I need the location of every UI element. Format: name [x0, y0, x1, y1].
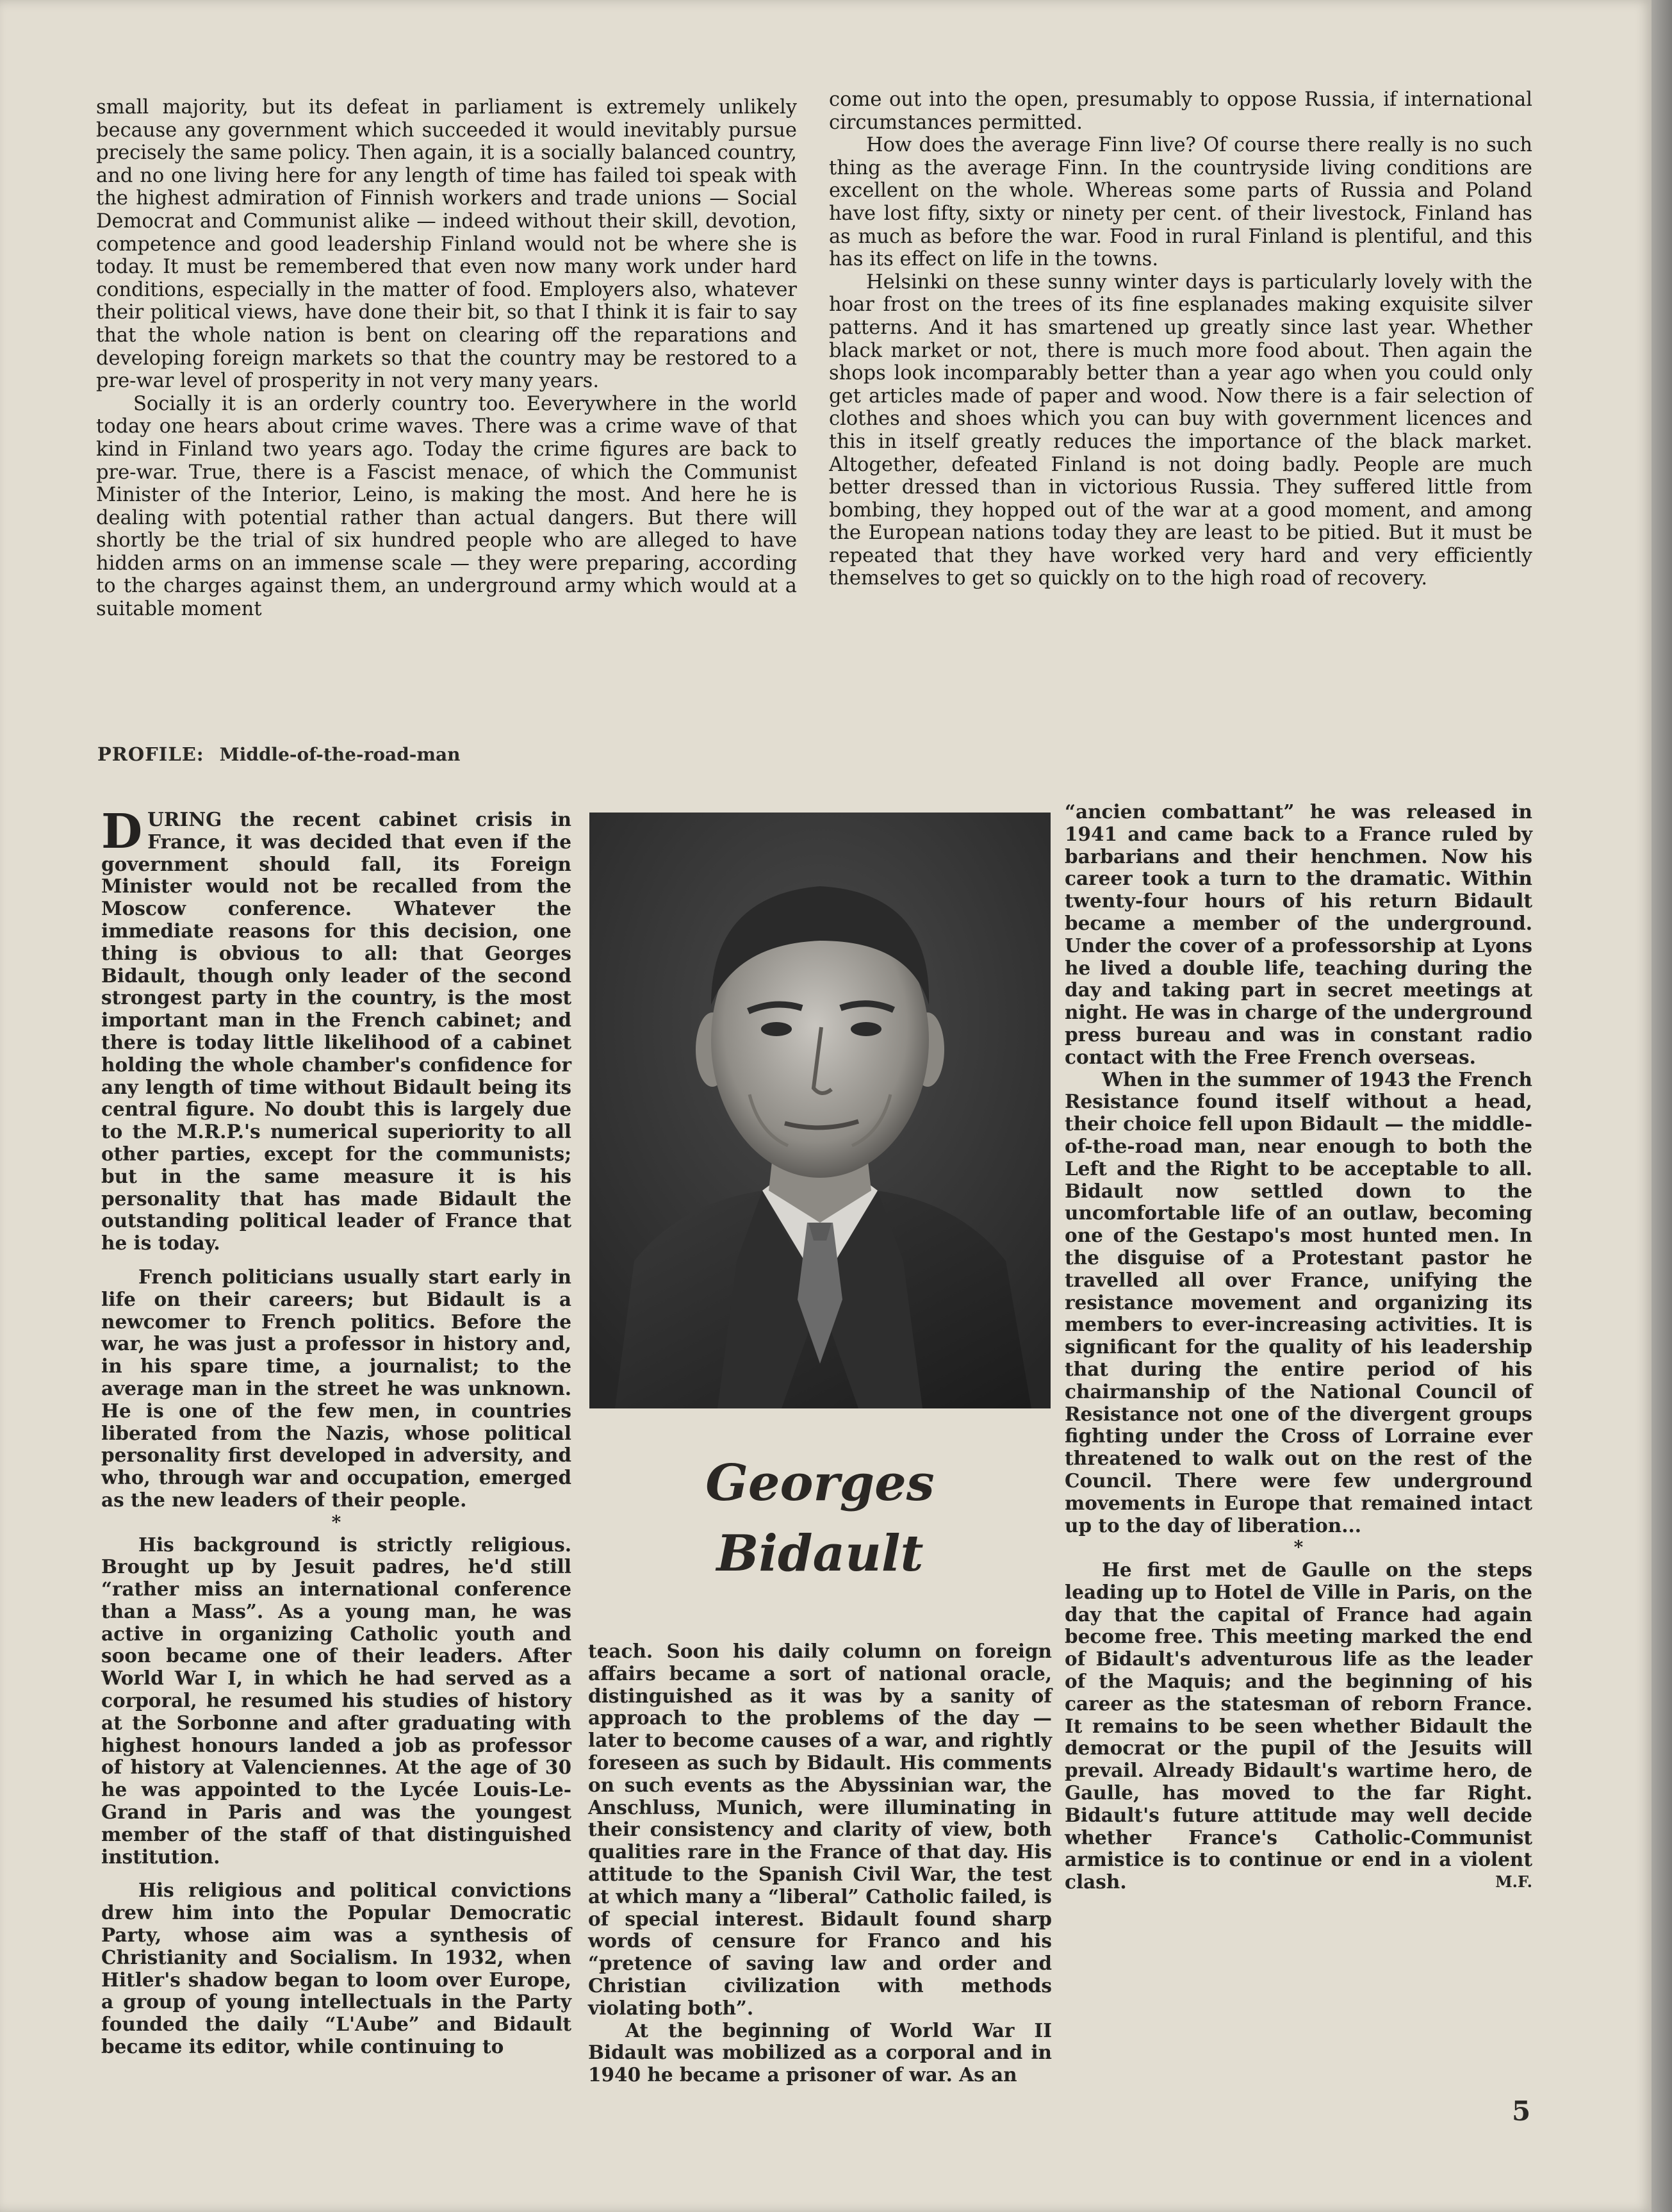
profile-column-3	[1065, 801, 1532, 1894]
page-number: 5	[1512, 2095, 1531, 2127]
headline-line-2: Bidault	[716, 1524, 924, 1583]
section-label	[97, 743, 460, 765]
profile-column-1	[101, 804, 571, 2058]
article-headline	[641, 1448, 999, 1589]
section-label-prefix: PROFILE:	[97, 743, 204, 765]
column-3-paragraph-1: “ancien combattant” he was released in 1941 and came back to a France ruled by barbarians and their henchmen. Now his career took a turn to the dramatic. Within twenty-four hours of his return Bidault became a member of the underground. Under the cover of a professorship at Lyons he lived a double life, teaching during the day and taking part in secret meetings at night. He was in charge of the underground press bureau and was in constant radio contact with the Free French overseas.	[1065, 800, 1532, 1068]
column-3-paragraph-2: When in the summer of 1943 the French Resistance found itself without a head, their choice fell upon Bidault — the middle-of-the-road man, near enough to both the Left and the Right to be acceptable to all. Bidault now settled down to the uncomfortable life of an outlaw, becoming one of the Gestapo's most hunted men. In the disguise of a Protestant pastor he travelled all over France, unifying the resistance movement and organizing its members to ever-increasing activities. It is significant for the quality of his leadership that during the entire period of his chairmanship of the National Council of Resistance not one of the divergent groups fighting under the Cross of Lorraine ever threatened to walk out on the rest of the Council. There were few underground movements in Europe that remained intact up to the day of liberation...	[1065, 1068, 1532, 1537]
top-right-column	[829, 88, 1532, 590]
column-1-paragraph-3: His background is strictly religious. Brought up by Jesuit padres, he'd still “rather miss an international conference than a Mass”. As a young man, he was active in organizing Catholic youth and soon became one of their leaders. After World War I, in which he had served as a corporal, he resumed his studies of history at the Sorbonne and after graduating with highest honours landed a job as professor of history at Valenciennes. At the age of 30 he was appointed to the Lycée Louis-Le-Grand in Paris and was the youngest member of the staff of that distinguished institution.	[101, 1533, 571, 1868]
column-1-paragraph-1-text: URING the recent cabinet crisis in France, it was decided that even if the government should fall, its Foreign Minister would not be recalled from the Moscow conference. Whatever the immediate reasons for this decision, one thing is obvious to all: that Georges Bidault, though only leader of the second strongest party in the country, is the most important man in the French cabinet; and there is today little likelihood of a cabinet holding the whole chamber's confidence for any length of time without Bidault being its central figure. No doubt this is largely due to the M.R.P.'s numerical superiority to all other parties, except for the communists; but in the same measure it is his personality that has made Bidault the outstanding political leader of France that he is today.	[101, 808, 571, 1255]
column-1-paragraph-2: French politicians usually start early in life on their careers; but Bidault is a newcomer to French politics. Before the war, he was just a professor in history and, in his spare time, a journalist; to the average man in the street he was unknown. He is one of the few men, in countries liberated from the Nazis, whose political personality first developed in adversity, and who, through war and occupation, emerged as the new leaders of their people.	[101, 1265, 571, 1511]
top-left-paragraph-1: small majority, but its defeat in parliament is extremely unlikely because any government which succeeded it would inevitably pursue precisely the same policy. Then again, it is a socially balanced country, and no one living here for any length of time has failed toi speak with the highest admiration of Finnish workers and trade unions — Social Democrat and Communist alike — indeed without their skill, devotion, competence and good leadership Finland would not be where she is today. It must be remembered that even now many work under hard conditions, especially in the matter of food. Employers also, whatever their political views, have done their bit, so that I think it is fair to say that the whole nation is bent on clearing off the reparations and developing foreign markets so that the country may be restored to a pre-war level of prosperity in not very many years.	[96, 96, 797, 393]
top-left-paragraph-2: Socially it is an orderly country too. Eeverywhere in the world today one hears about crime waves. There was a crime wave of that kind in Finland two years ago. Today the crime figures are back to pre-war. True, there is a Fascist menace, of which the Communist Minister of the Interior, Leino, is making the most. And here he is dealing with potential rather than actual dangers. But there will shortly be the trial of six hundred people who are alleged to have hidden arms on an immense scale — they were preparing, according to the charges against them, an underground army which would at a suitable moment	[96, 392, 797, 621]
top-left-column	[96, 96, 797, 621]
top-right-paragraph-3: Helsinki on these sunny winter days is particularly lovely with the hoar frost on the trees of its fine esplanades making exquisite silver patterns. And it has smartened up greatly since last year. Whether black market or not, there is much more food about. Then again the shops look incomparably better than a year ago when you could only get articles made of paper and wood. Now there is a fair selection of clothes and shoes which you can buy with government licences and this in itself greatly reduces the importance of the black market. Altogether, defeated Finland is not doing badly. People are much better dressed than in victorious Russia. They suffered little from bombing, they hopped out of the war at a good moment, and among the European nations today they are least to be pitied. But it must be repeated that they have worked very hard and very efficiently themselves to get so quickly on to the high road of recovery.	[829, 270, 1532, 590]
portrait-illustration	[589, 813, 1051, 1408]
top-right-paragraph-2: How does the average Finn live? Of course there really is no such thing as the average Finn. In the countryside living conditions are excellent on the whole. Whereas some parts of Russia and Poland have lost fifty, sixty or ninety per cent. of their livestock, Finland has as much as before the war. Food in rural Finland is plentiful, and this has its effect on life in the towns.	[829, 134, 1532, 271]
column-1-paragraph-1	[101, 804, 571, 1255]
column-3-paragraph-3	[1065, 1559, 1532, 1894]
column-2-paragraph-2: At the beginning of World War II Bidault was mobilized as a corporal and in 1940 he became a prisoner of war. As an	[588, 2018, 1052, 2086]
page-edge	[1652, 0, 1672, 2212]
profile-column-2	[588, 1640, 1052, 2086]
author-initials: M.F.	[1495, 1872, 1532, 1892]
drop-cap: D	[101, 804, 143, 859]
column-2-paragraph-1: teach. Soon his daily column on foreign affairs became a sort of national oracle, distinguished as it was by a sanity of approach to the problems of the day — later to become causes of a war, and rightly foreseen as such by Bidault. His comments on such events as the Abyssinian war, the Anschluss, Munich, were illuminating in their consistency and clarity of view, both qualities rare in the France of that day. His attitude to the Spanish Civil War, the test at which many a “liberal” Catholic failed, is of special interest. Bidault found sharp words of censure for Franco and his “pretence of saving law and order and Christian civilization with methods violating both”.	[588, 1640, 1052, 2019]
section-separator: *	[331, 1511, 341, 1533]
portrait-photo	[589, 813, 1051, 1408]
section-label-subtitle: Middle-of-the-road-man	[219, 744, 461, 765]
column-3-paragraph-3-text: He first met de Gaulle on the steps leading up to Hotel de Ville in Paris, on the day that the capital of France had again become free. This meeting marked the end of Bidault's adventurous life as the leader of the Maquis; and the beginning of his career as the statesman of reborn France. It remains to be seen whether Bidault the democrat or the pupil of the Jesuits will prevail. Already Bidault's wartime hero, de Gaulle, has moved to the far Right. Bidault's future attitude may well decide whether France's Catholic-Communist armistice is to continue or end in a violent clash.	[1065, 1558, 1532, 1894]
column-1-paragraph-4: His religious and political convictions drew him into the Popular Democratic Party, whose aim was a synthesis of Christianity and Socialism. In 1932, when Hitler's shadow began to loom over Europe, a group of young intellectuals in the Party founded the daily “L'Aube” and Bidault became its editor, while continuing to	[101, 1879, 571, 2058]
top-right-paragraph-1: come out into the open, presumably to oppose Russia, if international circumstances permitted.	[829, 88, 1532, 134]
headline-line-1: Georges	[705, 1454, 935, 1512]
section-separator-2: *	[1293, 1537, 1304, 1558]
